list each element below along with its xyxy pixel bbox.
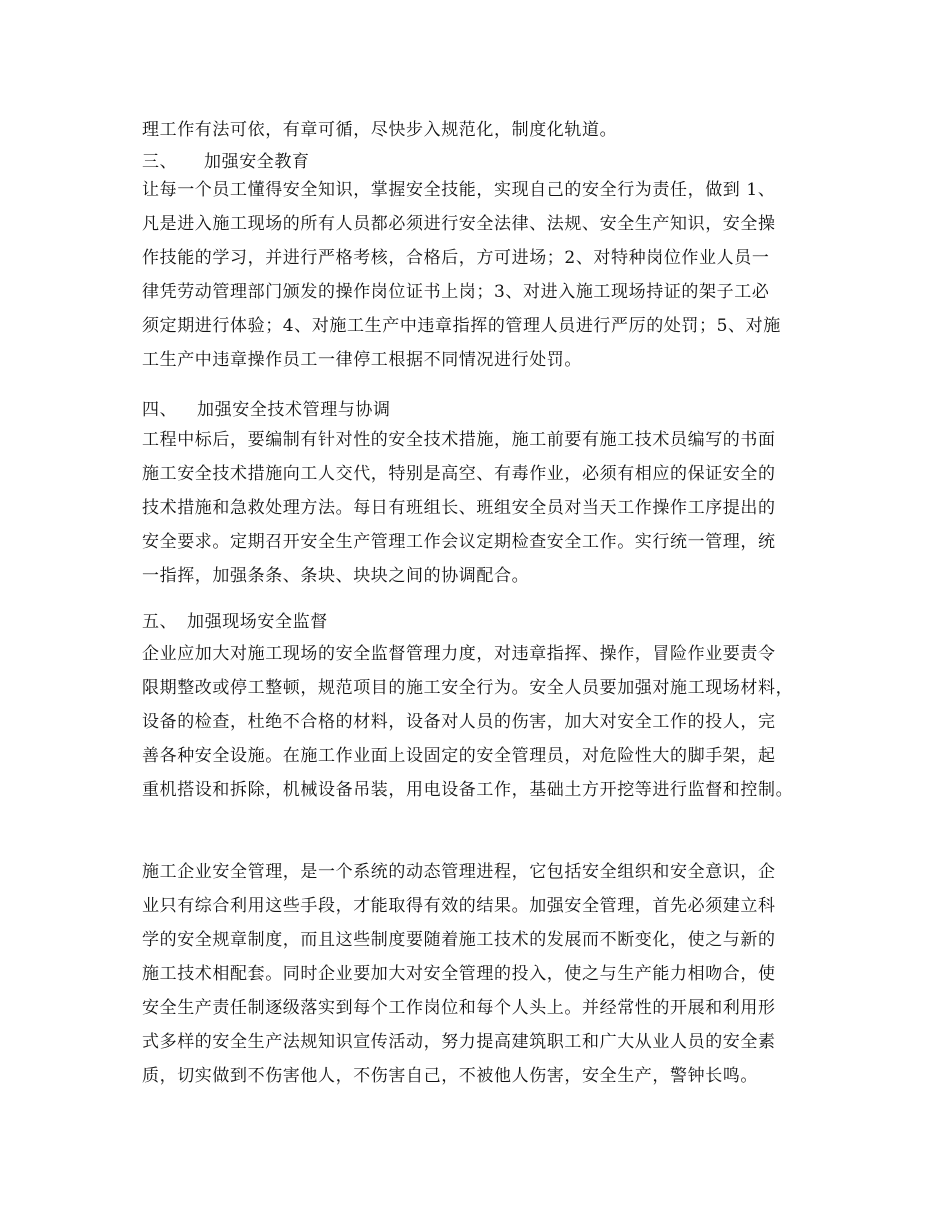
section-title: 加强安全技术管理与协调 — [197, 400, 391, 420]
section-5-body — [142, 637, 832, 807]
paragraph-line: 律凭劳动管理部门颁发的操作岗位证书上岗；3、对进入施工现场持证的架子工必 — [142, 282, 770, 302]
paragraph-line: 让每一个员工懂得安全知识，掌握安全技能，实现自己的安全行为责任，做到 1、 — [142, 180, 776, 200]
paragraph-line: 工程中标后，要编制有针对性的安全技术措施，施工前要有施工技术员编写的书面 — [142, 430, 776, 450]
section-number: 三、 — [142, 152, 178, 172]
paragraph-line: 一指挥，加强条条、条块、块块之间的协调配合。 — [142, 566, 530, 586]
section-3-body — [142, 173, 832, 377]
paragraph-line: 设备的检查，杜绝不合格的材料，设备对人员的伤害，加大对安全工作的投人，完 — [142, 712, 776, 732]
section-title: 加强现场安全监督 — [187, 612, 328, 632]
paragraph-line: 凡是进入施工现场的所有人员都必须进行安全法律、法规、安全生产知识，安全操 — [142, 214, 776, 234]
paragraph-line: 须定期进行体验；4、对施工生产中违章指挥的管理人员进行严厉的处罚；5、对施 — [142, 316, 781, 336]
paragraph-line: 学的安全规章制度，而且这些制度要随着施工技术的发展而不断变化，使之与新的 — [142, 930, 776, 950]
section-5-heading — [142, 605, 832, 639]
paragraph-line: 施工企业安全管理，是一个系统的动态管理进程，它包括安全组织和安全意识，企 — [142, 862, 776, 882]
conclusion-paragraph — [142, 855, 832, 1093]
section-title: 加强安全教育 — [204, 152, 310, 172]
section-number: 五、 — [142, 612, 178, 632]
section-4-body — [142, 423, 832, 593]
paragraph-line: 作技能的学习，并进行严格考核，合格后，方可进场；2、对特种岗位作业人员一 — [142, 248, 770, 268]
paragraph-line: 安全生产责任制逐级落实到每个工作岗位和每个人头上。并经常性的开展和利用形 — [142, 998, 776, 1018]
paragraph-line: 重机搭设和拆除，机械设备吊装，用电设备工作，基础土方开挖等进行监督和控制。 — [142, 780, 794, 800]
paragraph-line: 施工安全技术措施向工人交代，特别是高空、有毒作业，必须有相应的保证安全的 — [142, 464, 776, 484]
paragraph-line: 理工作有法可依，有章可循，尽快步入规范化，制度化轨道。 — [142, 120, 618, 140]
intro-paragraph — [142, 113, 832, 147]
paragraph-line: 企业应加大对施工现场的安全监督管理力度，对违章指挥、操作，冒险作业要责令 — [142, 644, 776, 664]
paragraph-line: 安全要求。定期召开安全生产管理工作会议定期检查安全工作。实行统一管理，统 — [142, 532, 776, 552]
paragraph-line: 限期整改或停工整顿，规范项目的施工安全行为。安全人员要加强对施工现场材料， — [142, 678, 794, 698]
paragraph-line: 业只有综合利用这些手段，才能取得有效的结果。加强安全管理，首先必须建立科 — [142, 896, 776, 916]
section-number: 四、 — [142, 400, 178, 420]
section-4-heading — [142, 393, 832, 427]
paragraph-line: 式多样的安全生产法规知识宣传活动，努力提高建筑职工和广大从业人员的安全素 — [142, 1032, 776, 1052]
paragraph-line: 技术措施和急救处理方法。每日有班组长、班组安全员对当天工作操作工序提出的 — [142, 498, 776, 518]
paragraph-line: 施工技术相配套。同时企业要加大对安全管理的投入，使之与生产能力相吻合，使 — [142, 964, 776, 984]
paragraph-line: 善各种安全设施。在施工作业面上设固定的安全管理员，对危险性大的脚手架，起 — [142, 746, 776, 766]
paragraph-line: 质，切实做到不伤害他人，不伤害自己，不被他人伤害，安全生产，警钟长鸣。 — [142, 1066, 758, 1086]
paragraph-line: 工生产中违章操作员工一律停工根据不同情况进行处罚。 — [142, 350, 582, 370]
